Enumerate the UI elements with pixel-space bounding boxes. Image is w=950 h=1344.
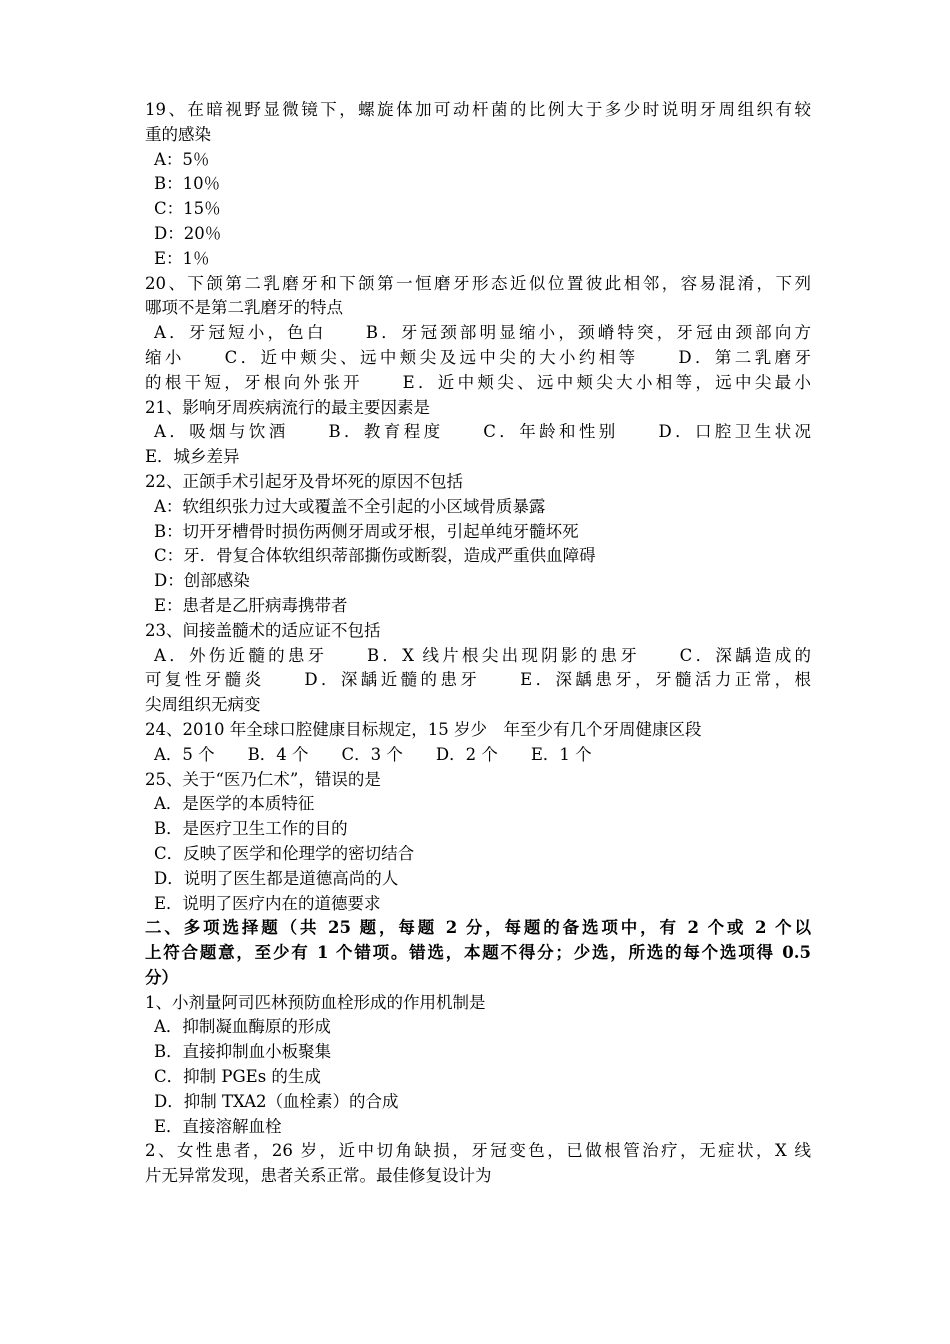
question-2-stem: 2、女性患者，26 岁，近中切角缺损，牙冠变色，已做根管治疗，无症状，X 线 <box>145 1141 811 1161</box>
section-heading-cont: 分） <box>145 967 178 987</box>
option-b: B：切开牙槽骨时损伤两侧牙周或牙根，引起单纯牙髓坏死 <box>154 521 579 541</box>
question-23-options-cont: 可复性牙髓炎 D．深龋近髓的患牙 E．深龋患牙，牙髓活力正常，根 <box>145 670 811 690</box>
question-24-stem: 24、2010 年全球口腔健康目标规定，15 岁少 年至少有几个牙周健康区段 <box>145 719 702 739</box>
question-24-options: A．5 个 B．4 个 C．3 个 D．2 个 E．1 个 <box>154 744 592 764</box>
question-21-options: A．吸烟与饮酒 B．教育程度 C．年龄和性别 D．口腔卫生状况 <box>154 422 811 442</box>
option-a: A．抑制凝血酶原的形成 <box>154 1017 331 1037</box>
option-e: E．说明了医疗内在的道德要求 <box>154 893 381 913</box>
option-d: D．说明了医生都是道德高尚的人 <box>154 868 399 888</box>
question-20-stem-cont: 哪项不是第二乳磨牙的特点 <box>145 298 343 318</box>
question-21-options-cont: E．城乡差异 <box>145 447 240 467</box>
question-20-options: A．牙冠短小，色白 B．牙冠颈部明显缩小，颈嵴特突，牙冠由颈部向方 <box>154 323 811 343</box>
question-25-stem: 25、关于“医乃仁术”，错误的是 <box>145 769 381 789</box>
section-heading-cont: 上符合题意，至少有 1 个错项。错选，本题不得分；少选，所选的每个选项得 0.5 <box>145 943 811 963</box>
option-a: A．是医学的本质特征 <box>154 794 315 814</box>
option-e: E：1％ <box>154 248 210 268</box>
option-d: D．抑制 TXA2（血栓素）的合成 <box>154 1091 399 1111</box>
option-c: C．抑制 PGEs 的生成 <box>154 1067 321 1087</box>
option-a: A：软组织张力过大或覆盖不全引起的小区域骨质暴露 <box>154 496 546 516</box>
question-20-options-cont: 缩小 C．近中颊尖、远中颊尖及远中尖的大小约相等 D．第二乳磨牙 <box>145 347 811 367</box>
question-21-stem: 21、影响牙周疾病流行的最主要因素是 <box>145 397 430 417</box>
document-page <box>145 98 811 1189</box>
question-22-stem: 22、正颌手术引起牙及骨坏死的原因不包括 <box>145 471 463 491</box>
option-c: C：15％ <box>154 199 221 219</box>
option-b: B．直接抑制血小板聚集 <box>154 1042 332 1062</box>
option-c: C：牙．骨复合体软组织蒂部撕伤或断裂，造成严重供血障碍 <box>154 546 596 566</box>
question-19-stem-cont: 重的感染 <box>145 124 211 144</box>
question-23-options-cont: 尖周组织无病变 <box>145 695 261 715</box>
option-b: B：10％ <box>154 174 221 194</box>
option-d: D：创部感染 <box>154 571 250 591</box>
question-23-options: A．外伤近髓的患牙 B．X 线片根尖出现阴影的患牙 C．深龋造成的 <box>154 645 811 665</box>
option-b: B．是医疗卫生工作的目的 <box>154 819 348 839</box>
question-1-stem: 1、小剂量阿司匹林预防血栓形成的作用机制是 <box>145 992 486 1012</box>
question-2-stem-cont: 片无异常发现，患者关系正常。最佳修复设计为 <box>145 1166 492 1186</box>
section-heading: 二、多项选择题（共 25 题，每题 2 分，每题的备选项中，有 2 个或 2 个以 <box>145 918 811 938</box>
option-a: A：5％ <box>154 149 210 169</box>
option-e: E：患者是乙肝病毒携带者 <box>154 595 348 615</box>
option-e: E．直接溶解血栓 <box>154 1116 282 1136</box>
option-d: D：20％ <box>154 223 222 243</box>
question-20-stem: 20、下颌第二乳磨牙和下颌第一恒磨牙形态近似位置彼此相邻，容易混淆，下列 <box>145 273 811 293</box>
question-23-stem: 23、间接盖髓术的适应证不包括 <box>145 620 381 640</box>
option-c: C．反映了医学和伦理学的密切结合 <box>154 843 415 863</box>
question-20-options-cont: 的根干短，牙根向外张开 E．近中颊尖、远中颊尖大小相等，远中尖最小 <box>145 372 811 392</box>
question-19-stem: 19、在暗视野显微镜下，螺旋体加可动杆菌的比例大于多少时说明牙周组织有较 <box>145 100 811 119</box>
